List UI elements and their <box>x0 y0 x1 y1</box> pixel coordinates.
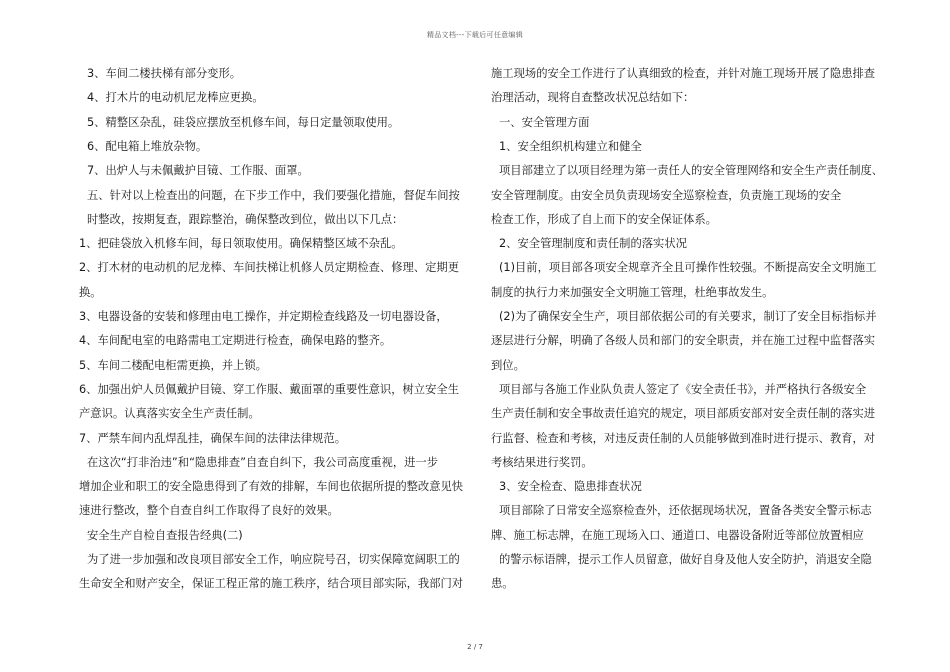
text-line: 治理活动，现将自查整改状况总结如下： <box>491 91 695 105</box>
text-line: 患。 <box>491 577 514 591</box>
text-line: 4、打木片的电动机尼龙棒应更换。 <box>87 91 264 105</box>
text-line: 生命安全和财产安全，保证工程正常的施工秩序，结合项目部实际，我部门对 <box>79 577 464 591</box>
text-line: 制度的执行力来加强安全文明施工管理，杜绝事故发生。 <box>491 285 774 299</box>
page-header: 精品文档---下载后可任意编辑 <box>426 31 524 39</box>
text-line: 换。 <box>79 285 102 299</box>
text-line: 项目部建立了以项目经理为第一责任人的安全管理网络和安全生产责任制度、 <box>499 164 884 178</box>
text-line: 6、配电箱上堆放杂物。 <box>87 139 208 153</box>
text-line: 施工现场的安全工作进行了认真细致的检查，并针对施工现场开展了隐患排查 <box>491 67 876 80</box>
text-line: 3、电器设备的安装和修理由电工操作，并定期检查线路及一切电器设备， <box>79 310 448 323</box>
text-line: 的警示标语牌，提示工作人员留意，做好自身及他人安全防护，消退安全隐 <box>499 553 872 566</box>
text-line: (2)为了确保安全生产，项目部依据公司的有关要求，制订了安全目标指标并 <box>499 310 877 323</box>
text-line: 安全管理制度。由安全员负责现场安全巡察检查，负责施工现场的安全 <box>491 188 842 202</box>
text-line: 3、车间二楼扶梯有部分变形。 <box>87 67 242 80</box>
text-line: 行监督、检查和考核，对违反责任制的人员能够做到准时进行提示、教育，对 <box>491 431 876 445</box>
text-line: 生产责任制和安全事故责任追究的规定，项目部质安部对安全责任制的落实进 <box>491 407 876 421</box>
text-line: 增加企业和职工的安全隐患得到了有效的排解，车间也依据所提的整改意见快 <box>79 480 464 494</box>
text-line: 5、精整区杂乱，硅袋应摆放至机修车间，每日定量领取使用。 <box>87 115 400 129</box>
text-line: 1、安全组织机构建立和健全 <box>499 139 642 153</box>
text-line: 2、打木材的电动机的尼龙棒、车间扶梯让机修人员定期检查、修理、定期更 <box>79 261 459 275</box>
text-line: 2、安全管理制度和责任制的落实状况 <box>499 237 687 251</box>
text-line: 7、出炉人与未佩戴护目镜、工作服、面罩。 <box>87 164 309 178</box>
text-line: 产意识。认真落实安全生产责任制。 <box>79 407 260 421</box>
text-line: 安全生产自检自查报告经典(二) <box>87 528 243 542</box>
text-line: 牌、施工标志牌，在施工现场入口、通道口、电器设备附近等部位放置相应 <box>491 528 864 542</box>
text-line: 5、车间二楼配电柜需更换，并上锁。 <box>79 358 267 372</box>
text-line: 在这次“打非治违”和“隐患排查”自查自纠下，我公司高度重视，进一步 <box>87 455 439 469</box>
text-line: 3、安全检查、隐患排查状况 <box>499 480 642 494</box>
text-line: 项目部与各施工作业队负责人签定了《安全责任书》，并严格执行各级安全 <box>499 382 867 396</box>
text-line: 逐层进行分解，明确了各级人员和部门的安全职责，并在施工过程中监督落实 <box>491 334 876 348</box>
text-line: 4、车间配电室的电路需电工定期进行检查，确保电路的整齐。 <box>79 334 392 348</box>
text-line: (1)目前，项目部各项安全规章齐全且可操作性较强。不断提高安全文明施工 <box>499 261 877 275</box>
page-number: 2 / 7 <box>467 643 483 651</box>
text-line: 一、安全管理方面 <box>499 115 590 129</box>
text-line: 项目部除了日常安全巡察检查外，还依据现场状况，置备各类安全警示标志 <box>499 504 872 518</box>
text-line: 6、加强出炉人员佩戴护目镜、穿工作服、戴面罩的重要性意识，树立安全生 <box>79 382 459 396</box>
text-line: 到位。 <box>491 358 525 372</box>
text-line: 速进行整改，整个自查自纠工作取得了良好的效果。 <box>79 504 339 518</box>
text-line: 时整改，按期复查，跟踪整治，确保整改到位，做出以下几点： <box>87 212 404 226</box>
text-line: 7、严禁车间内乱焊乱挂，确保车间的法律法律规范。 <box>79 431 347 445</box>
text-line: 检查工作，形成了自上而下的安全保证体系。 <box>491 212 717 226</box>
text-line: 1、把硅袋放入机修车间，每日领取使用。确保精整区域不杂乱。 <box>79 237 403 251</box>
text-line: 五、针对以上检查出的问题，在下步工作中，我们要强化措施，督促车间按 <box>87 188 460 202</box>
text-line: 考核结果进行奖罚。 <box>491 455 593 469</box>
text-line: 为了进一步加强和改良项目部安全工作，响应院号召，切实保障宽阔职工的 <box>87 553 460 566</box>
